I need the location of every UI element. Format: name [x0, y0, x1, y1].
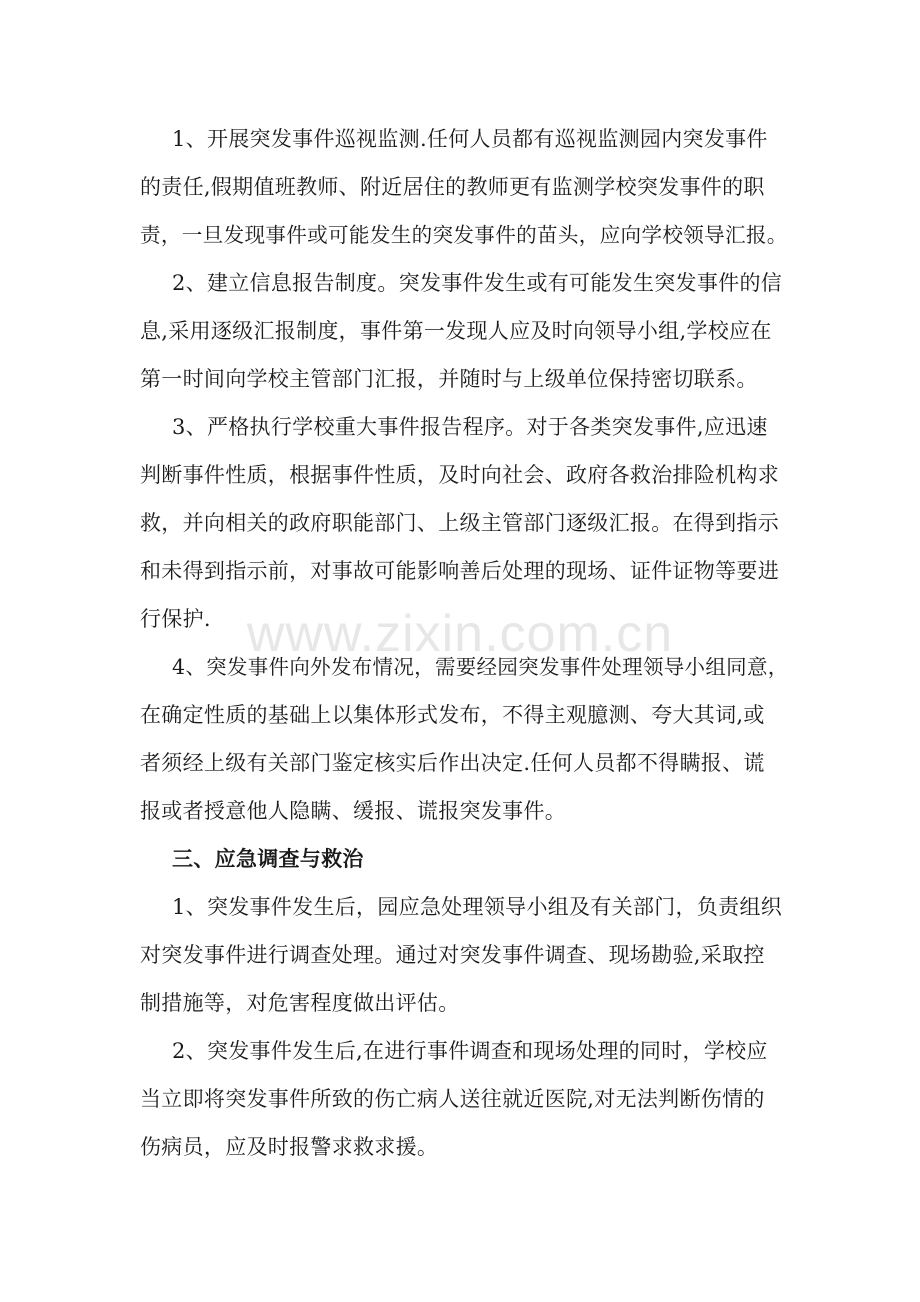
- paragraph-3-line-1: 3、严格执行学校重大事件报告程序。对于各类突发事件,应迅速: [172, 415, 768, 439]
- paragraph-1-line-1: 1、开展突发事件巡视监测.任何人员都有巡视监测园内突发事件: [172, 127, 768, 151]
- paragraph-3-line-5: 行保护.: [140, 607, 211, 631]
- section-heading: 三、应急调查与救治: [172, 847, 364, 871]
- paragraph-4-line-3: 者须经上级有关部门鉴定核实后作出决定.任何人员都不得瞒报、谎: [140, 751, 765, 775]
- paragraph-2-line-1: 2、建立信息报告制度。突发事件发生或有可能发生突发事件的信: [172, 271, 783, 295]
- paragraph-2-line-3: 第一时间向学校主管部门汇报，并随时与上级单位保持密切联系。: [140, 367, 758, 391]
- paragraph-6-line-2: 当立即将突发事件所致的伤亡病人送往就近医院,对无法判断伤情的: [140, 1087, 765, 1111]
- paragraph-5-line-2: 对突发事件进行调查处理。通过对突发事件调查、现场勘验,采取控: [140, 943, 765, 967]
- paragraph-5-line-3: 制措施等，对危害程度做出评估。: [140, 991, 460, 1015]
- paragraph-1-line-3: 责，一旦发现事件或可能发生的突发事件的苗头，应向学校领导汇报。: [140, 223, 788, 247]
- paragraph-4-line-2: 在确定性质的基础上以集体形式发布，不得主观臆测、夸大其词,或: [140, 703, 765, 727]
- paragraph-6-line-1: 2、突发事件发生后,在进行事件调查和现场处理的同时，学校应: [172, 1039, 768, 1063]
- paragraph-2-line-2: 息,采用逐级汇报制度，事件第一发现人应及时向领导小组,学校应在: [140, 319, 772, 343]
- paragraph-4-line-1: 4、突发事件向外发布情况，需要经园突发事件处理领导小组同意，: [172, 655, 789, 679]
- paragraph-5-line-1: 1、突发事件发生后，园应急处理领导小组及有关部门，负责组织: [172, 895, 783, 919]
- paragraph-6-line-3: 伤病员，应及时报警求救求援。: [140, 1135, 439, 1159]
- paragraph-3-line-2: 判断事件性质，根据事件性质，及时向社会、政府各救治排险机构求: [140, 463, 779, 487]
- paragraph-3-line-4: 和未得到指示前，对事故可能影响善后处理的现场、证件证物等要进: [140, 559, 779, 583]
- watermark-text: www.zixin.com.cn: [246, 605, 674, 663]
- paragraph-3-line-3: 救，并向相关的政府职能部门、上级主管部门逐级汇报。在得到指示: [140, 511, 779, 535]
- paragraph-1-line-2: 的责任,假期值班教师、附近居住的教师更有监测学校突发事件的职: [140, 175, 765, 199]
- paragraph-4-line-4: 报或者授意他人隐瞒、缓报、谎报突发事件。: [140, 799, 566, 823]
